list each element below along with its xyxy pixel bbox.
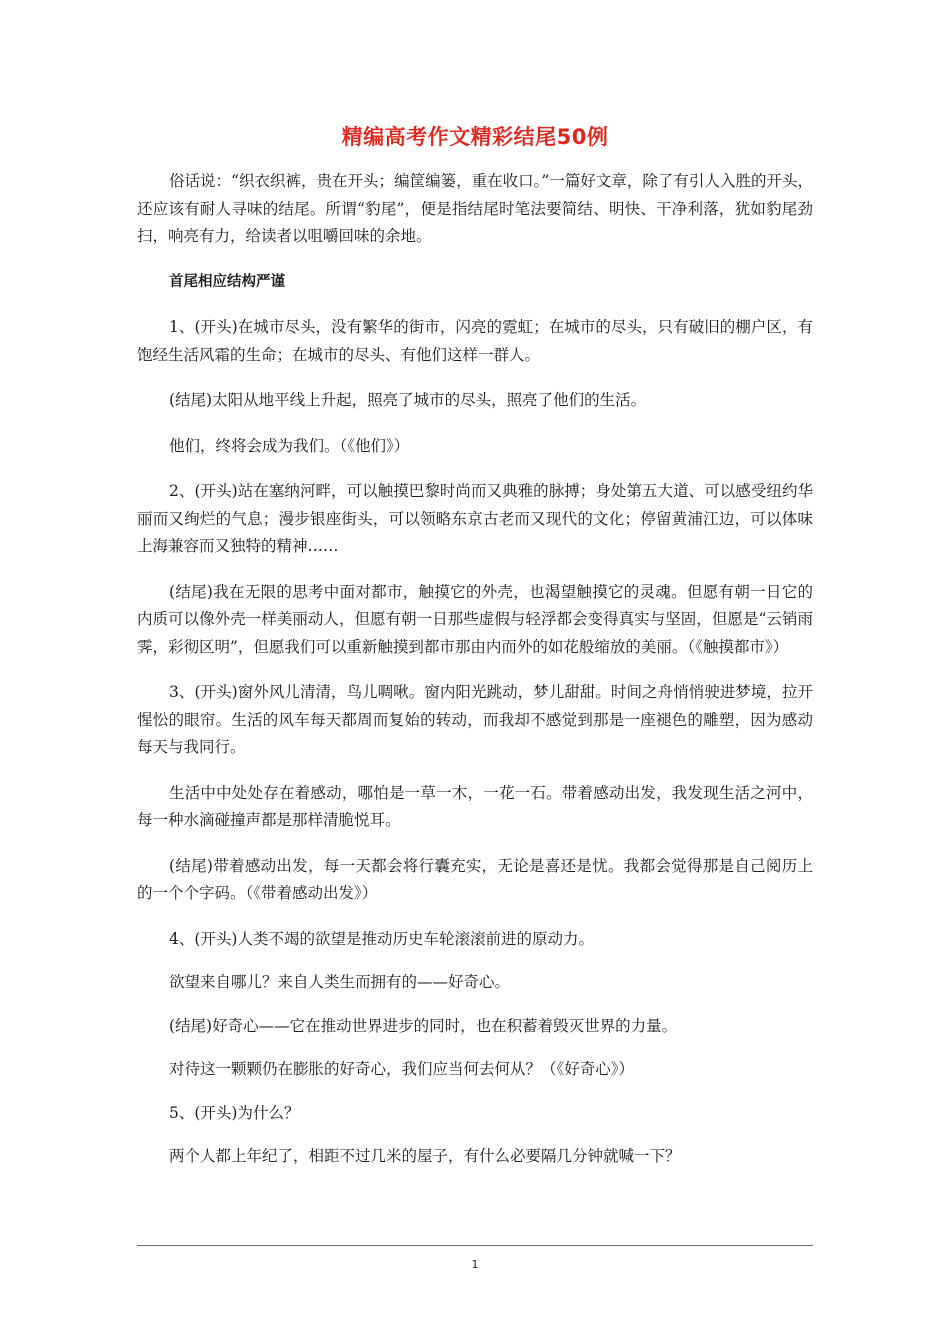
- paragraph: (结尾)好奇心——它在推动世界进步的同时，也在积蓄着毁灭世界的力量。: [169, 1016, 678, 1035]
- paragraph: (结尾)我在无限的思考中面对都市，触摸它的外壳，也渴望触摸它的灵魂。但愿有朝一日它的内质可以像外壳一样美丽动人，但愿有朝一日那些虚假与轻浮都会变得真实与坚固，但愿是“云销雨霁，彩彻区明”，但愿我们可以重新触摸到都市那由内而外的如花般缩放的美丽。（《触摸都市》）: [137, 582, 813, 656]
- paragraph: 生活中中处处存在着感动，哪怕是一草一木，一花一石。带着感动出发，我发现生活之河中，每一种水滴碰撞声都是那样清脆悦耳。: [137, 783, 813, 829]
- section-heading: 首尾相应结构严谨: [169, 273, 285, 290]
- intro-paragraph: 俗话说：“织衣织裤，贵在开头；编筐编篓，重在收口。”一篇好文章，除了有引人入胜的开头，还应该有耐人寻味的结尾。所谓“豹尾”，便是指结尾时笔法要简结、明快、干净利落，犹如豹尾劲扫，响亮有力，给读者以咀嚼回味的余地。: [137, 172, 813, 245]
- paragraph: 5、(开头)为什么？: [169, 1103, 300, 1122]
- paragraph: (结尾)带着感动出发，每一天都会将行囊充实，无论是喜还是忧。我都会觉得那是自己阅历上的一个个字码。（《带着感动出发》）: [137, 856, 813, 902]
- document-body: [137, 168, 813, 1187]
- paragraph: 两个人都上年纪了，相距不过几米的屋子，有什么必要隔几分钟就喊一下？: [169, 1147, 681, 1165]
- footer-divider: [137, 1245, 813, 1246]
- paragraph: 对待这一颗颗仍在膨胀的好奇心，我们应当何去何从？（《好奇心》）: [169, 1060, 635, 1078]
- page-number: 1: [471, 1258, 479, 1271]
- paragraph: 4、(开头)人类不竭的欲望是推动历史车轮滚滚前进的原动力。: [169, 929, 594, 948]
- paragraph: 欲望来自哪儿？来自人类生而拥有的——好奇心。: [169, 973, 511, 991]
- paragraph: (结尾)太阳从地平线上升起，照亮了城市的尽头，照亮了他们的生活。: [169, 391, 647, 409]
- paragraph: 3、(开头)窗外风儿清清，鸟儿啁啾。窗内阳光跳动，梦儿甜甜。时间之舟悄悄驶进梦境，拉开惺忪的眼帘。生活的风车每天都周而复始的转动，而我却不感觉到那是一座褪色的雕塑，因为感动每天与我同行。: [137, 683, 813, 756]
- document-title: 精编高考作文精彩结尾50例: [341, 125, 609, 149]
- paragraph: 他们，终将会成为我们。（《他们》）: [169, 436, 410, 455]
- paragraph: 2、(开头)站在塞纳河畔，可以触摸巴黎时尚而又典雅的脉搏；身处第五大道、可以感受纽约华丽而又绚烂的气息；漫步银座街头，可以领略东京古老而又现代的文化；停留黄浦江边，可以体味上海兼容而又独特的精神……: [137, 482, 813, 555]
- paragraph: 1、(开头)在城市尽头，没有繁华的街市，闪亮的霓虹；在城市的尽头，只有破旧的棚户区，有饱经生活风霜的生命；在城市的尽头、有他们这样一群人。: [137, 318, 813, 364]
